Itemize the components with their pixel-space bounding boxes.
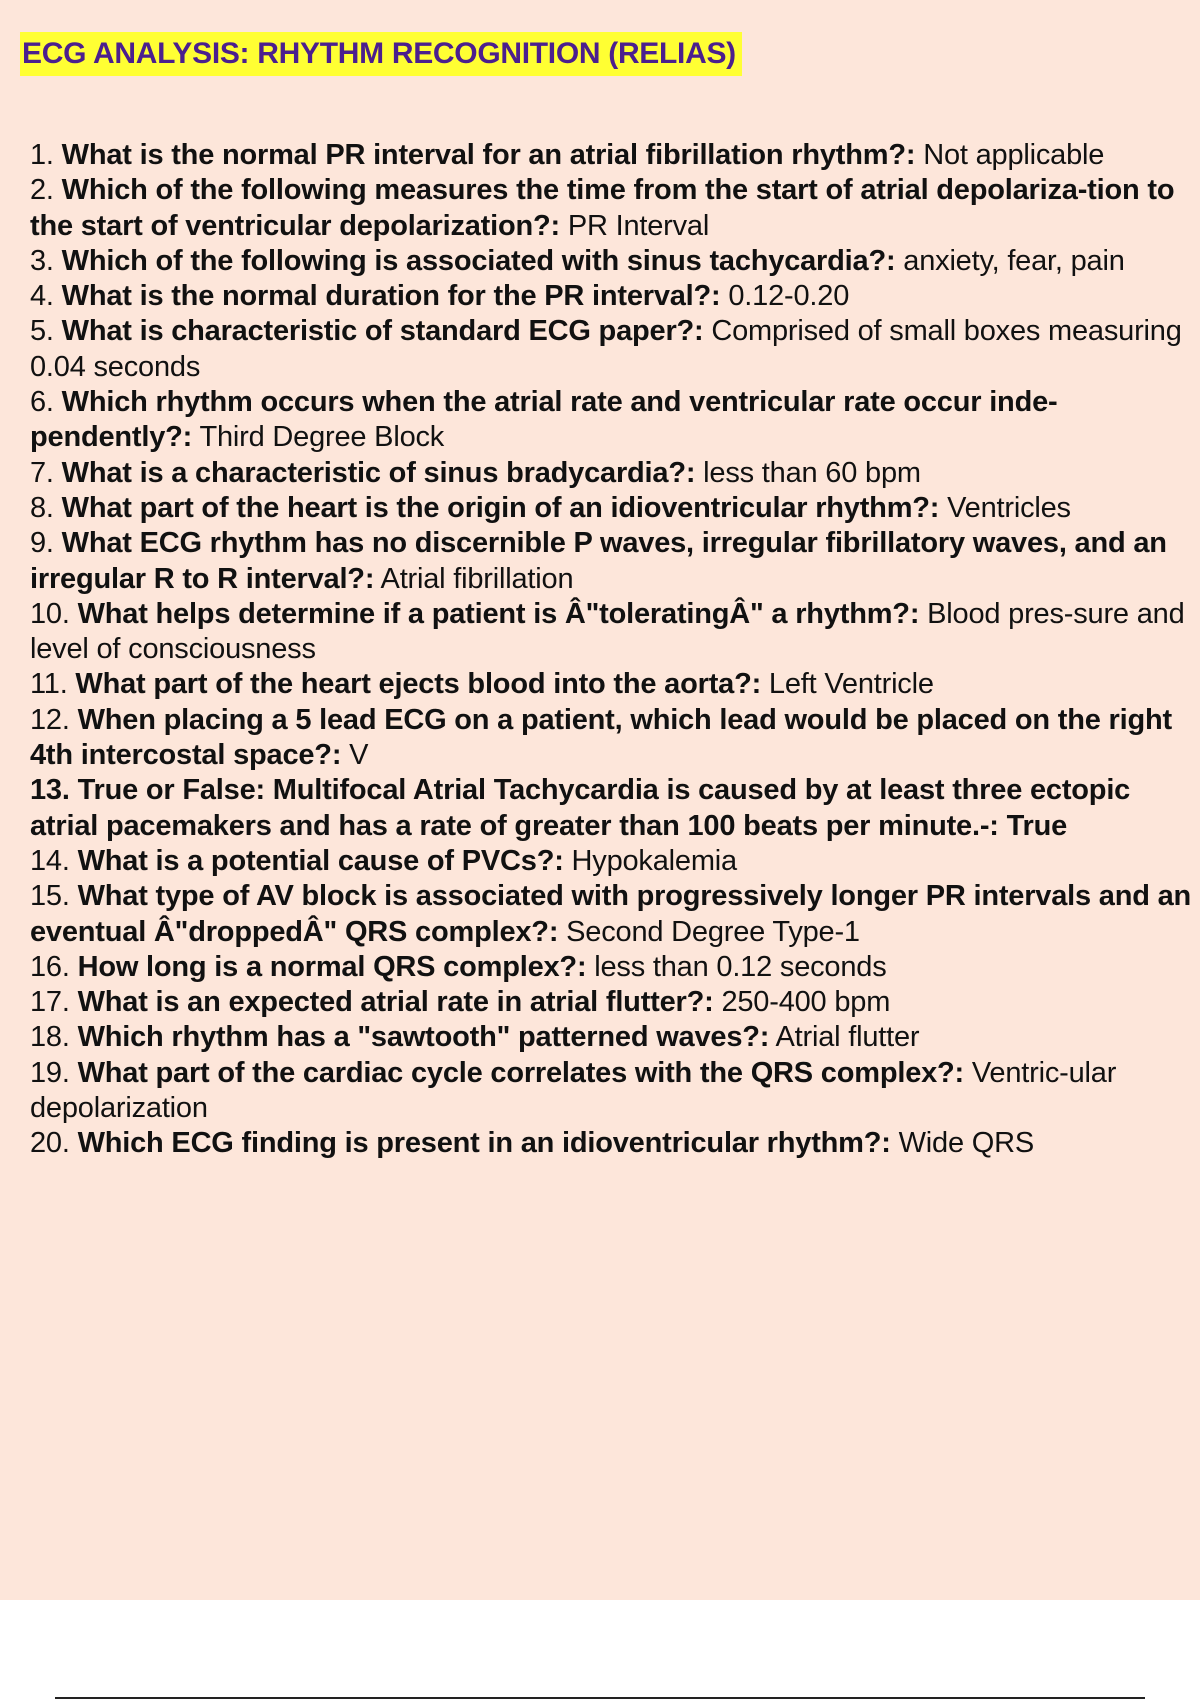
- question-item: [30, 385, 1200, 456]
- question-item: [30, 703, 1200, 774]
- question-text: Which ECG finding is present in an idioventricular rhythm?:: [77, 1127, 891, 1160]
- answer-text: Blood pres-sure and level of consciousness: [30, 597, 1185, 666]
- answer-text: less than 0.12 seconds: [594, 950, 887, 983]
- question-number: 10.: [30, 597, 70, 630]
- question-text: What is the normal duration for the PR interval?:: [61, 280, 721, 313]
- question-item: [30, 138, 1200, 173]
- question-number: 6.: [30, 386, 54, 419]
- question-number: 3.: [30, 244, 54, 277]
- question-number: 9.: [30, 527, 54, 560]
- question-text: What ECG rhythm has no discernible P waves, irregular fibrillatory waves, and an irregular R to R interval?:: [30, 527, 1167, 595]
- answer-text: Comprised of small boxes measuring 0.04 seconds: [30, 315, 1182, 383]
- question-number: 14.: [30, 844, 70, 877]
- question-item: [30, 667, 1200, 702]
- question-number: 19.: [30, 1056, 70, 1089]
- title-wrapper: [20, 32, 742, 76]
- question-text: How long is a normal QRS complex?:: [77, 950, 587, 983]
- question-text: What is an expected atrial rate in atrial flutter?:: [77, 986, 714, 1019]
- answer-text: Ventric-ular depolarization: [30, 1056, 1117, 1125]
- question-number: 18.: [30, 1021, 70, 1054]
- question-text: What part of the heart is the origin of an idioventricular rhythm?:: [61, 491, 940, 524]
- question-number: 16.: [30, 950, 70, 983]
- question-text: What is a characteristic of sinus bradycardia?:: [61, 456, 696, 489]
- question-number: 12.: [30, 703, 70, 736]
- question-item: [30, 526, 1200, 597]
- question-list: [30, 138, 1200, 1162]
- question-item: [30, 173, 1200, 244]
- answer-text: Ventricles: [947, 491, 1071, 524]
- question-item: [30, 844, 1200, 879]
- answer-text: anxiety, fear, pain: [903, 244, 1125, 277]
- question-text: What type of AV block is associated with progressively longer PR intervals and an eventual Â"droppedÂ" QRS complex?:: [30, 880, 1192, 948]
- question-number: 4.: [30, 280, 54, 313]
- question-item: [30, 491, 1200, 526]
- question-item: [30, 773, 1200, 844]
- question-text: When placing a 5 lead ECG on a patient, which lead would be placed on the right 4th intercostal space?:: [30, 703, 1172, 772]
- question-number: 8.: [30, 491, 54, 524]
- answer-text: True: [1006, 809, 1068, 842]
- question-number: 20.: [30, 1127, 70, 1160]
- question-item: [30, 456, 1200, 491]
- question-number: 15.: [30, 880, 70, 913]
- question-text: What part of the cardiac cycle correlates with the QRS complex?:: [77, 1056, 965, 1089]
- question-item: [30, 985, 1200, 1020]
- question-text: What part of the heart ejects blood into the aorta?:: [75, 668, 762, 701]
- question-text: What is a potential cause of PVCs?:: [77, 844, 564, 877]
- question-number: 7.: [30, 456, 54, 489]
- answer-text: 0.12-0.20: [728, 280, 850, 313]
- answer-text: Third Degree Block: [199, 421, 445, 454]
- answer-text: PR Interval: [567, 209, 710, 242]
- question-item: [30, 1126, 1200, 1161]
- question-number: 17.: [30, 986, 70, 1019]
- question-text: What is characteristic of standard ECG paper?:: [61, 315, 704, 348]
- question-item: [30, 879, 1200, 950]
- footer-rule: [55, 1697, 1145, 1699]
- answer-text: Second Degree Type-1: [566, 915, 860, 948]
- question-text: What helps determine if a patient is Â"toleratingÂ" a rhythm?:: [77, 597, 920, 630]
- question-number: 2.: [30, 174, 54, 207]
- document-title: ECG ANALYSIS: RHYTHM RECOGNITION (RELIAS): [20, 32, 742, 76]
- question-item: [30, 314, 1200, 385]
- answer-text: 250-400 bpm: [721, 986, 891, 1019]
- question-text: Which rhythm has a "sawtooth" patterned waves?:: [77, 1021, 770, 1054]
- answer-text: Left Ventricle: [768, 668, 934, 701]
- question-number: 5.: [30, 315, 54, 348]
- question-item: [30, 244, 1200, 279]
- question-text: Which of the following is associated with sinus tachycardia?:: [61, 244, 896, 277]
- question-text: Which of the following measures the time from the start of atrial depolariza-tion to the start of ventricular depolarization?:: [30, 174, 1175, 242]
- question-number: 1.: [30, 139, 54, 171]
- answer-text: V: [349, 739, 369, 772]
- answer-text: Hypokalemia: [571, 844, 737, 877]
- question-item: [30, 950, 1200, 985]
- question-text: Which rhythm occurs when the atrial rate and ventricular rate occur inde-pendently?:: [30, 386, 1058, 454]
- answer-text: less than 60 bpm: [703, 456, 921, 489]
- question-number: 11.: [30, 668, 68, 701]
- question-text: True or False: Multifocal Atrial Tachycardia is caused by at least three ectopic atrial pacemakers and has a rate of greater than 100 beats per minute.-:: [30, 774, 1131, 842]
- question-item: [30, 597, 1200, 668]
- answer-text: Wide QRS: [898, 1127, 1034, 1160]
- answer-text: Not applicable: [923, 139, 1105, 171]
- answer-text: Atrial fibrillation: [380, 562, 574, 595]
- question-item: [30, 279, 1200, 314]
- question-text: What is the normal PR interval for an atrial fibrillation rhythm?:: [61, 139, 916, 171]
- question-item: [30, 1020, 1200, 1055]
- answer-text: Atrial flutter: [775, 1021, 920, 1054]
- question-number: 13.: [30, 774, 70, 807]
- question-item: [30, 1056, 1200, 1127]
